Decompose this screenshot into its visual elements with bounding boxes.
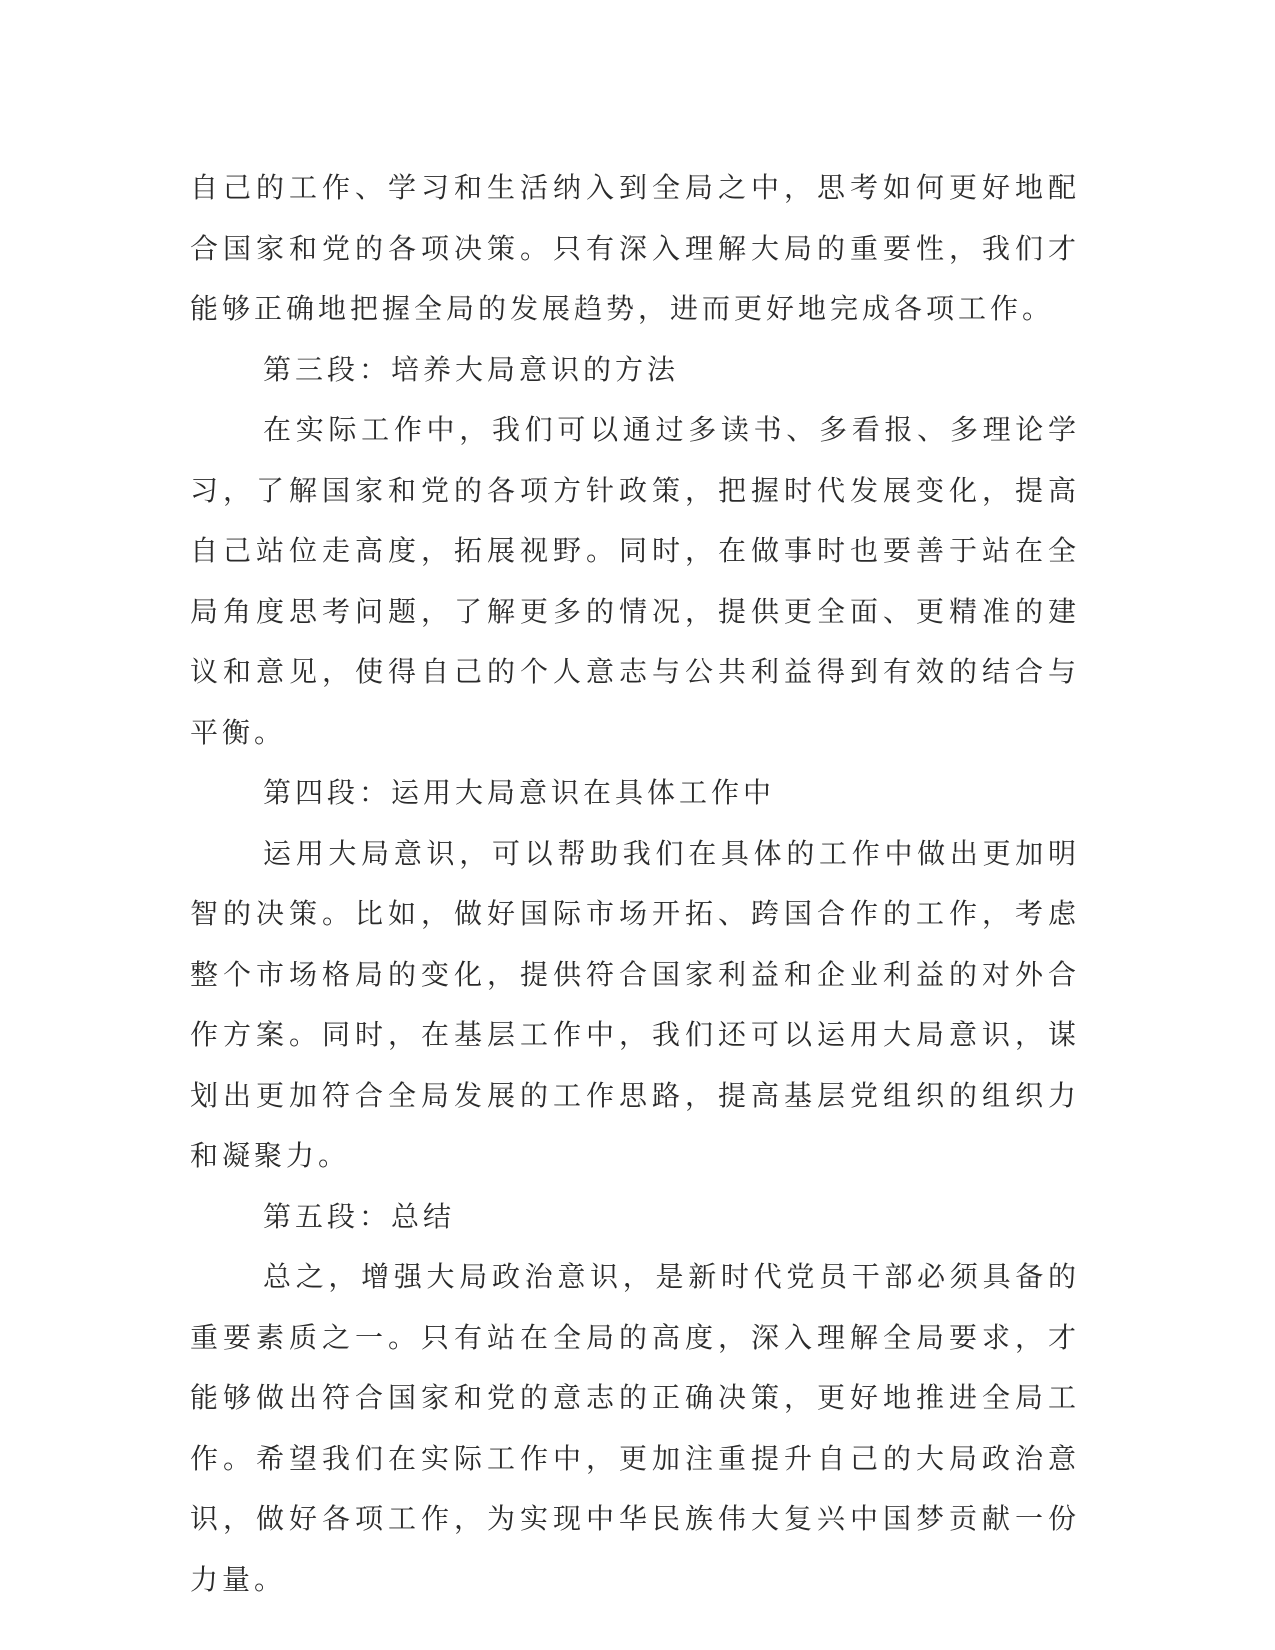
section-heading-4: 第四段：运用大局意识在具体工作中: [263, 776, 776, 809]
document-body: [190, 158, 1080, 1610]
paragraph-continuation: 自己的工作、学习和生活纳入到全局之中，思考如何更好地配合国家和党的各项决策。只有深入理解大局的重要性，我们才能够正确地把握全局的发展趋势，进而更好地完成各项工作。: [190, 171, 1080, 325]
section-heading-5: 第五段：总结: [263, 1199, 456, 1233]
paragraph-section-4: 运用大局意识，可以帮助我们在具体的工作中做出更加明智的决策。比如，做好国际市场开拓、跨国合作的工作，考虑整个市场格局的变化，提供符合国家利益和企业利益的对外合作方案。同时，在基层工作中，我们还可以运用大局意识，谋划出更加符合全局发展的工作思路，提高基层党组织的组织力和凝聚力。: [190, 836, 1080, 1172]
paragraph-section-5: 总之，增强大局政治意识，是新时代党员干部必须具备的重要素质之一。只有站在全局的高度，深入理解全局要求，才能够做出符合国家和党的意志的正确决策，更好地推进全局工作。希望我们在实际工作中，更加注重提升自己的大局政治意识，做好各项工作，为实现中华民族伟大复兴中国梦贡献一份力量。: [190, 1260, 1080, 1596]
section-heading-3: 第三段：培养大局意识的方法: [263, 352, 680, 386]
paragraph-section-3: 在实际工作中，我们可以通过多读书、多看报、多理论学习，了解国家和党的各项方针政策，把握时代发展变化，提高自己站位走高度，拓展视野。同时，在做事时也要善于站在全局角度思考问题，了解更多的情况，提供更全面、更精准的建议和意见，使得自己的个人意志与公共利益得到有效的结合与平衡。: [190, 413, 1080, 749]
